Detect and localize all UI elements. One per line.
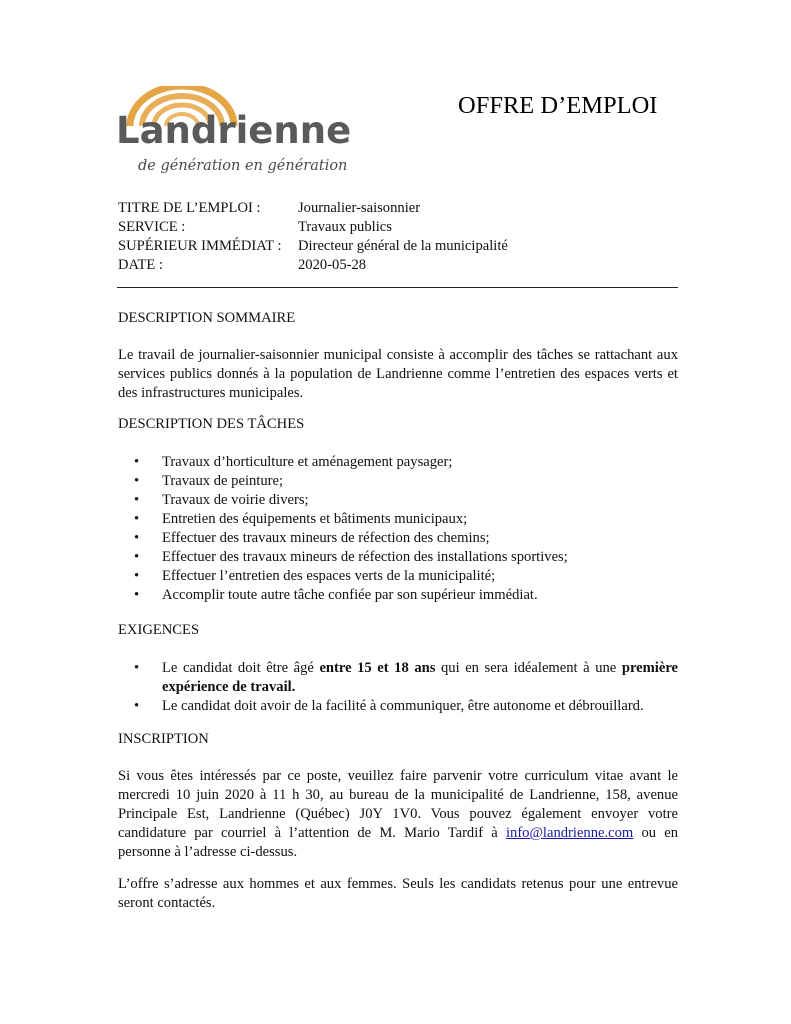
text-span: qui en sera idéalement à une bbox=[435, 660, 622, 676]
task-text: Effectuer des travaux mineurs de réfection des installations sportives; bbox=[162, 549, 568, 565]
text-span: Le candidat doit être âgé bbox=[162, 660, 320, 676]
divider bbox=[117, 287, 678, 288]
summary-text: Le travail de journalier-saisonnier municipal consiste à accomplir des tâches se rattachant aux services publics donnés à la population de Landrienne comme l’entretien des espaces verts et des infrastructures municipales. bbox=[118, 347, 678, 401]
list-item bbox=[118, 472, 678, 491]
list-item bbox=[118, 491, 678, 510]
list-item bbox=[118, 548, 678, 567]
meta-value: Travaux publics bbox=[298, 219, 392, 235]
list-item bbox=[118, 510, 678, 529]
list-item bbox=[118, 586, 678, 605]
task-text: Entretien des équipements et bâtiments municipaux; bbox=[162, 511, 468, 527]
list-item bbox=[118, 697, 678, 716]
meta-row-service bbox=[118, 218, 508, 237]
page-title: OFFRE D’EMPLOI bbox=[458, 92, 658, 119]
bullet-icon: • bbox=[134, 568, 140, 584]
task-text: Accomplir toute autre tâche confiée par son supérieur immédiat. bbox=[162, 587, 538, 603]
meta-label: DATE : bbox=[118, 257, 163, 273]
task-text: Effectuer l’entretien des espaces verts de la municipalité; bbox=[162, 568, 496, 584]
bullet-icon: • bbox=[134, 473, 140, 489]
bullet-icon: • bbox=[134, 587, 140, 603]
text-span: ou en personne à l’adresse ci-dessus. bbox=[118, 825, 678, 860]
bullet-icon: • bbox=[134, 492, 140, 508]
summary-heading: DESCRIPTION SOMMAIRE bbox=[118, 310, 296, 326]
landrienne-logo bbox=[116, 86, 352, 186]
bullet-icon: • bbox=[134, 549, 140, 565]
job-meta bbox=[118, 199, 508, 275]
meta-label: SERVICE : bbox=[118, 219, 186, 235]
task-text: Travaux d’horticulture et aménagement paysager; bbox=[162, 454, 453, 470]
tasks-heading: DESCRIPTION DES TÂCHES bbox=[118, 416, 305, 432]
task-text: Effectuer des travaux mineurs de réfection des chemins; bbox=[162, 530, 490, 546]
bullet-icon: • bbox=[134, 530, 140, 546]
meta-value: Directeur général de la municipalité bbox=[298, 238, 508, 254]
list-item bbox=[118, 529, 678, 548]
meta-row-supervisor bbox=[118, 237, 508, 256]
list-item bbox=[118, 567, 678, 586]
requirements-heading: EXIGENCES bbox=[118, 622, 200, 638]
text-span: Si vous êtes intéressés par ce poste, veuillez faire parvenir votre curriculum vitae avant le mercredi 10 juin 2020 à 11 h 30, au bureau de la municipalité de Landrienne, 158, avenue Principale Est, Landrienne (Québec) J0Y 1V0. Vous pouvez également envoyer votre candidature par courriel à l’attention de M. Mario Tardif à bbox=[118, 768, 678, 841]
bullet-icon: • bbox=[134, 698, 140, 714]
requirement-age-text bbox=[162, 660, 678, 695]
meta-value: 2020-05-28 bbox=[298, 257, 367, 273]
meta-value: Journalier-saisonnier bbox=[298, 200, 421, 216]
meta-row-title bbox=[118, 199, 508, 218]
list-item bbox=[118, 659, 678, 697]
list-item bbox=[118, 453, 678, 472]
closing-text: L’offre s’adresse aux hommes et aux femmes. Seuls les candidats retenus pour une entrevue seront contactés. bbox=[118, 876, 678, 911]
first-experience: première expérience de travail. bbox=[162, 660, 679, 695]
meta-label: TITRE DE L’EMPLOI : bbox=[118, 200, 261, 216]
meta-row-date bbox=[118, 256, 508, 275]
bullet-icon: • bbox=[134, 511, 140, 527]
requirements-list bbox=[118, 659, 678, 716]
age-range: entre 15 et 18 ans bbox=[319, 660, 436, 676]
task-text: Travaux de voirie divers; bbox=[162, 492, 309, 508]
bullet-icon: • bbox=[134, 454, 140, 470]
requirement-text: Le candidat doit avoir de la facilité à communiquer, être autonome et débrouillard. bbox=[162, 698, 644, 714]
task-text: Travaux de peinture; bbox=[162, 473, 284, 489]
bullet-icon: • bbox=[134, 660, 140, 676]
logo-wordmark: Landrienne bbox=[116, 109, 352, 152]
inscription-heading: INSCRIPTION bbox=[118, 731, 209, 747]
inscription-text bbox=[118, 767, 678, 862]
meta-label: SUPÉRIEUR IMMÉDIAT : bbox=[118, 238, 282, 254]
logo-tagline: de génération en génération bbox=[138, 158, 348, 174]
email-link[interactable]: info@landrienne.com bbox=[505, 825, 634, 841]
tasks-list bbox=[118, 453, 678, 605]
